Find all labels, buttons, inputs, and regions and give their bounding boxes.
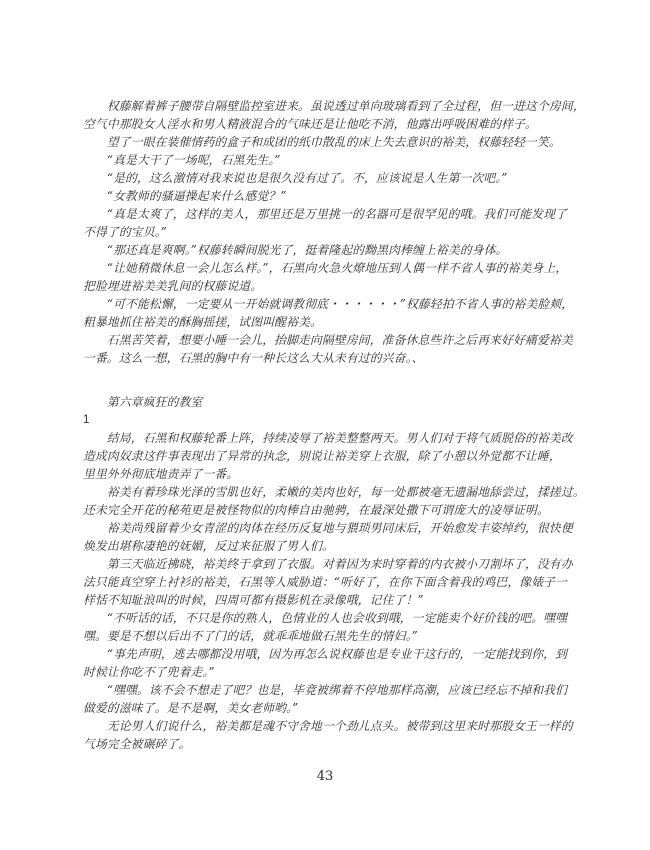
text-line: 时候让你吃不了兜着走。” xyxy=(83,665,215,679)
text-line: 造成肉奴隶这件事表现出了异常的执念，别说让裕美穿上衣服，除了小憩以外觉都不让睡， xyxy=(83,449,561,463)
text-line: 粗暴地抓住裕美的酥胸摇搓，试图叫醒裕美。 xyxy=(83,315,322,329)
text-line: “真是大干了一场呢，石黑先生。” xyxy=(83,153,281,167)
text-line: 法只能真空穿上衬衫的裕美，石黑等人威胁道：“听好了，在你下面含着我的鸡巴，像婊子一 xyxy=(83,575,568,589)
section-number-block xyxy=(83,411,578,429)
text-line: 结局，石黑和权藤轮番上阵，持续凌辱了裕美整整两天。男人们对于将气质脱俗的裕美改 xyxy=(83,431,573,445)
text-line: 焕发出堪称凄艳的妩媚，反过来征服了男人们。 xyxy=(83,539,334,553)
text-line: “是的，这么激情对我来说也是很久没有过了。不，应该说是人生第一次吧。” xyxy=(83,171,508,185)
text-line: “真是太爽了，这样的美人，那里还是万里挑一的名器可是很罕见的哦。我们可能发现了 xyxy=(83,207,568,221)
text-line: 望了一眼在装催情药的盒子和成团的纸巾散乱的床上失去意识的裕美，权藤轻轻一笑。 xyxy=(83,135,561,149)
text-line: 一番。这么一想，石黑的胸中有一种长这么大从未有过的兴奋。、 xyxy=(83,351,424,365)
body-block xyxy=(83,429,585,753)
page-text xyxy=(83,97,585,753)
text-line: 石黑苦笑着，想要小睡一会儿，抬脚走向隔壁房间，准备休息些许之后再来好好痛爱裕美 xyxy=(83,333,573,347)
text-line: 还未完全开花的秘苑更是被怪物似的肉棒自由驰骋，在最深处撒下可谓庞大的凌辱证明。 xyxy=(83,503,549,517)
text-line: 嘿。要是不想以后出不了门的话，就乖乖地做石黑先生的情妇。” xyxy=(83,629,418,643)
text-line: “让她稍微休息一会儿怎么样。”，石黑向火急火燎地压到人偶一样不省人事的裕美身上， xyxy=(83,261,568,275)
text-line: “事先声明，逃去哪都没用哦，因为再怎么说权藤也是专业干这行的，一定能找到你，到 xyxy=(83,647,568,661)
text-line: 1 xyxy=(83,414,90,426)
text-line: 里里外外彻底地责弄了一番。 xyxy=(83,467,239,481)
text-line: 裕美有着珍珠光泽的雪肌也好，柔嫩的美肉也好，每一处都被毫无遗漏地舔尝过，揉搓过。 xyxy=(83,485,585,499)
text-line: 第三天临近拂晓，裕美终于拿到了衣服。对着因为来时穿着的内衣被小刀割坏了，没有办 xyxy=(83,557,573,571)
text-line: 第六章疯狂的教室 xyxy=(83,395,203,409)
text-line: 无论男人们说什么，裕美都是魂不守舍地一个劲儿点头。被带到这里来时那股女王一样的 xyxy=(83,719,573,733)
text-line: “不听话的话，不只是你的熟人，色情业的人也会收到哦，一定能卖个好价钱的吧。嘿嘿 xyxy=(83,611,568,625)
text-line: 样恬不知耻浪叫的时候，四周可都有摄影机在录像哦，记住了！” xyxy=(83,593,424,607)
text-line: 裕美尚残留着少女青涩的肉体在经历反复地与猥琐男同床后，开始愈发丰姿绰约，很快便 xyxy=(83,521,573,535)
body-block xyxy=(83,97,585,367)
text-line: 空气中那股女人淫水和男人精液混合的气味还是让他吃不消，他露出呼吸困难的样子。 xyxy=(83,117,537,131)
text-line: 做爱的滋味了。是不是啊，美女老师哟。” xyxy=(83,701,299,715)
text-line: “可不能松懈，一定要从一开始就调教彻底・・・・・・”权藤轻拍不省人事的裕美脸颊， xyxy=(83,297,574,311)
text-line: “女教师的骚逼操起来什么感觉？” xyxy=(83,189,287,203)
chapter-heading-block xyxy=(83,393,578,411)
text-line: “那还真是爽啊。”权藤转瞬间脱光了，挺着隆起的黝黑肉棒缠上裕美的身体。 xyxy=(83,243,508,257)
text-line: 权藤解着裤子腰带自隔壁监控室进来。虽说透过单向玻璃看到了全过程，但一进这个房间， xyxy=(83,99,585,113)
page-number: 43 xyxy=(316,769,334,784)
text-line: 不得了的宝贝。” xyxy=(83,225,167,239)
text-line: “嘿嘿。该不会不想走了吧？也是，毕竟被绑着不停地那样高潮，应该已经忘不掉和我们 xyxy=(83,683,568,697)
text-line: 把脸埋进裕美美乳间的权藤说道。 xyxy=(83,279,263,293)
text-line: 气场完全被碾碎了。 xyxy=(83,737,191,751)
